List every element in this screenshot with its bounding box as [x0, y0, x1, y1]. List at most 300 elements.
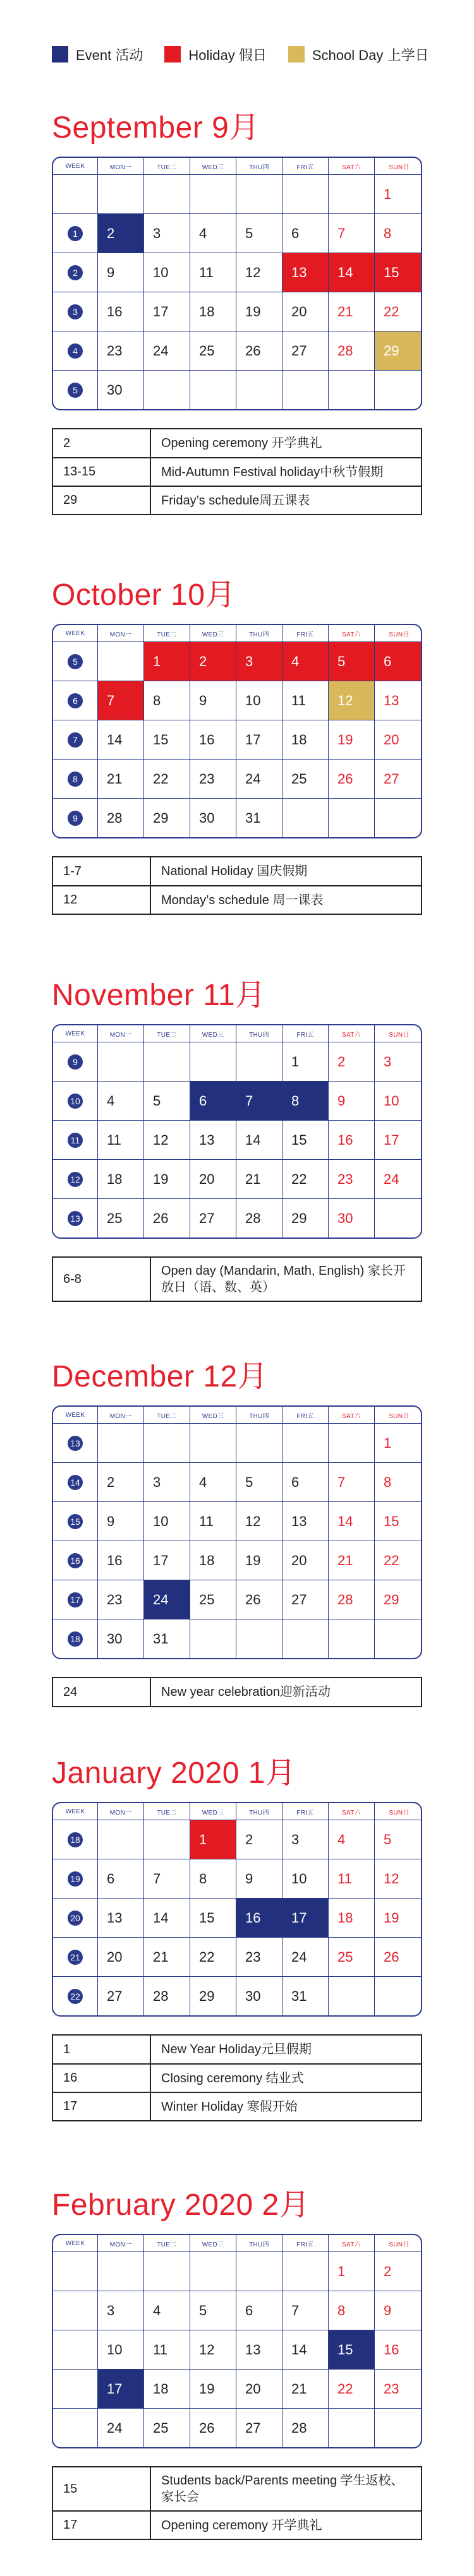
day-cell: 11	[97, 1121, 143, 1159]
day-cell: 20	[97, 1938, 143, 1976]
day-cell: 10	[143, 253, 190, 292]
empty-day-cell	[236, 1042, 282, 1081]
empty-day-cell	[282, 799, 328, 837]
note-date: 17	[53, 2512, 151, 2539]
day-cell: 15	[374, 253, 422, 292]
week-number-cell	[53, 720, 97, 759]
week-number-badge: 19	[68, 1871, 83, 1887]
note-date: 2	[53, 429, 151, 457]
week-number-badge: 6	[68, 693, 83, 708]
month-section	[52, 1355, 422, 1707]
column-header: TUE二	[143, 1803, 190, 1820]
calendar-week-row	[53, 1081, 421, 1120]
legend-item	[52, 45, 143, 64]
week-number-cell	[53, 1502, 97, 1541]
day-cell: 20	[374, 720, 422, 759]
calendar-week-row	[53, 1580, 421, 1619]
column-header: MON一	[97, 2235, 143, 2251]
week-number-badge: 18	[68, 1631, 83, 1647]
day-cell: 6	[282, 214, 328, 253]
day-cell: 16	[97, 1541, 143, 1580]
note-text: Open day (Mandarin, Math, English) 家长开放日（语、数、英）	[161, 1264, 406, 1294]
day-cell: 22	[374, 292, 422, 331]
calendar-week-row	[53, 681, 421, 720]
day-cell: 7	[143, 1859, 190, 1898]
day-cell: 29	[282, 1199, 328, 1237]
week-number-cell	[53, 1899, 97, 1937]
calendar-week-row	[53, 213, 421, 253]
empty-day-cell	[190, 175, 236, 213]
calendar-grid	[52, 2234, 422, 2448]
day-cell: 16	[97, 292, 143, 331]
day-cell: 25	[143, 2409, 190, 2447]
day-cell: 26	[190, 2409, 236, 2447]
week-number-badge: 13	[68, 1211, 83, 1226]
day-cell: 18	[97, 1160, 143, 1198]
day-cell: 25	[97, 1199, 143, 1237]
day-cell: 2	[236, 1820, 282, 1859]
note-row	[53, 857, 421, 885]
day-cell: 16	[328, 1121, 374, 1159]
legend-label: Event 活动	[76, 47, 143, 63]
day-cell: 8	[374, 1463, 422, 1501]
legend-item	[288, 45, 429, 64]
column-header: SUN日	[374, 1803, 422, 1820]
day-cell: 22	[282, 1160, 328, 1198]
day-cell: 4	[282, 642, 328, 681]
day-cell: 19	[328, 720, 374, 759]
week-number-cell	[53, 1160, 97, 1198]
week-number-cell	[53, 1580, 97, 1619]
note-text: Mid-Autumn Festival holiday中秋节假期	[161, 465, 384, 479]
week-number-cell	[53, 2409, 97, 2447]
column-header: WEEK	[65, 1030, 85, 1037]
legend-swatch	[288, 46, 305, 63]
day-cell: 6	[236, 2291, 282, 2330]
day-cell: 16	[236, 1899, 282, 1937]
day-cell: 6	[282, 1463, 328, 1501]
day-cell: 26	[143, 1199, 190, 1237]
column-header: SUN日	[374, 625, 422, 641]
week-number-cell	[53, 331, 97, 370]
note-row	[53, 1678, 421, 1706]
month-section	[52, 1751, 422, 2121]
empty-day-cell	[328, 799, 374, 837]
empty-day-cell	[97, 1424, 143, 1462]
day-cell: 23	[374, 2370, 422, 2408]
empty-day-cell	[97, 1042, 143, 1081]
note-text: Monday’s schedule 周一课表	[161, 893, 324, 907]
day-cell: 23	[236, 1938, 282, 1976]
empty-day-cell	[328, 175, 374, 213]
day-cell: 23	[190, 760, 236, 798]
column-header: FRI五	[282, 158, 328, 174]
note-date: 15	[53, 2467, 151, 2510]
day-cell: 7	[328, 214, 374, 253]
legend-label: Holiday 假日	[188, 47, 267, 63]
day-cell: 25	[282, 760, 328, 798]
notes-table	[52, 2034, 422, 2121]
day-cell: 1	[374, 1424, 422, 1462]
day-cell: 16	[190, 720, 236, 759]
day-cell: 21	[97, 760, 143, 798]
day-cell: 1	[190, 1820, 236, 1859]
day-cell: 21	[236, 1160, 282, 1198]
note-date: 1	[53, 2036, 151, 2063]
calendar-week-row	[53, 1423, 421, 1462]
day-cell: 18	[190, 1541, 236, 1580]
empty-day-cell	[236, 371, 282, 409]
calendar-week-row	[53, 1541, 421, 1580]
column-header: FRI五	[282, 1407, 328, 1423]
calendar-grid	[52, 624, 422, 838]
week-number-badge: 21	[68, 1950, 83, 1965]
month-section	[52, 106, 422, 515]
week-number-badge: 10	[68, 1094, 83, 1109]
calendar-header-row	[53, 158, 421, 174]
day-cell: 27	[236, 2409, 282, 2447]
day-cell: 9	[97, 1502, 143, 1541]
day-cell: 6	[97, 1859, 143, 1898]
empty-day-cell	[328, 1619, 374, 1658]
day-cell: 8	[328, 2291, 374, 2330]
week-number-badge: 11	[68, 1133, 83, 1148]
day-cell: 9	[97, 253, 143, 292]
month-title: December 12月	[52, 1360, 269, 1393]
week-number-cell	[53, 799, 97, 837]
note-date: 1-7	[53, 857, 151, 885]
week-number-badge: 16	[68, 1553, 83, 1568]
column-header: THU四	[236, 1025, 282, 1042]
day-cell: 11	[282, 681, 328, 720]
day-cell: 19	[143, 1160, 190, 1198]
day-cell: 25	[190, 1580, 236, 1619]
column-header: THU四	[236, 2235, 282, 2251]
week-number-cell	[53, 1199, 97, 1237]
note-text: New year celebration迎新活动	[161, 1685, 331, 1699]
week-number-badge: 5	[68, 383, 83, 398]
empty-day-cell	[374, 1619, 422, 1658]
note-row	[53, 885, 421, 914]
empty-day-cell	[190, 371, 236, 409]
week-number-cell	[53, 2370, 97, 2408]
empty-day-cell	[143, 371, 190, 409]
note-row	[53, 2063, 421, 2092]
column-header: WEEK	[65, 162, 85, 170]
calendar-header-row	[53, 1025, 421, 1042]
week-number-badge: 8	[68, 772, 83, 787]
day-cell: 4	[97, 1082, 143, 1120]
day-cell: 28	[236, 1199, 282, 1237]
day-cell: 24	[374, 1160, 422, 1198]
day-cell: 22	[374, 1541, 422, 1580]
week-number-cell	[53, 214, 97, 253]
day-cell: 2	[97, 1463, 143, 1501]
week-number-badge: 20	[68, 1911, 83, 1926]
week-number-cell	[53, 1424, 97, 1462]
day-cell: 17	[374, 1121, 422, 1159]
day-cell: 16	[374, 2330, 422, 2369]
column-header: WED三	[190, 158, 236, 174]
note-row	[53, 1258, 421, 1301]
day-cell: 7	[97, 681, 143, 720]
week-number-cell	[53, 371, 97, 409]
notes-table	[52, 2466, 422, 2540]
day-cell: 14	[282, 2330, 328, 2369]
empty-day-cell	[190, 1042, 236, 1081]
note-text: Opening ceremony 开学典礼	[161, 2518, 322, 2532]
note-date: 24	[53, 1678, 151, 1706]
day-cell: 1	[328, 2252, 374, 2291]
week-number-badge: 14	[68, 1475, 83, 1490]
day-cell: 19	[374, 1899, 422, 1937]
empty-day-cell	[374, 1977, 422, 2015]
day-cell: 24	[97, 2409, 143, 2447]
empty-day-cell	[236, 1619, 282, 1658]
day-cell: 14	[328, 1502, 374, 1541]
day-cell: 30	[97, 371, 143, 409]
week-number-cell	[53, 1082, 97, 1120]
calendar-week-row	[53, 1042, 421, 1081]
column-header: TUE二	[143, 1407, 190, 1423]
column-header: WED三	[190, 1025, 236, 1042]
day-cell: 2	[190, 642, 236, 681]
column-header: SUN日	[374, 1025, 422, 1042]
calendar-grid	[52, 1024, 422, 1239]
empty-day-cell	[374, 2409, 422, 2447]
calendar-header-row	[53, 625, 421, 641]
week-number-badge: 22	[68, 1989, 83, 2004]
calendar-week-row	[53, 1159, 421, 1198]
day-cell: 3	[236, 642, 282, 681]
empty-day-cell	[236, 175, 282, 213]
day-cell: 18	[143, 2370, 190, 2408]
day-cell: 17	[97, 2370, 143, 2408]
legend-label: School Day 上学日	[312, 47, 429, 63]
week-number-badge: 4	[68, 343, 83, 359]
day-cell: 19	[236, 292, 282, 331]
empty-day-cell	[374, 371, 422, 409]
column-header: TUE二	[143, 1025, 190, 1042]
day-cell: 28	[97, 799, 143, 837]
column-header: WEEK	[65, 629, 85, 637]
day-cell: 4	[190, 214, 236, 253]
day-cell: 27	[374, 760, 422, 798]
column-header: THU四	[236, 1407, 282, 1423]
calendar-week-row	[53, 1820, 421, 1859]
day-cell: 22	[143, 760, 190, 798]
day-cell: 11	[190, 253, 236, 292]
day-cell: 19	[190, 2370, 236, 2408]
day-cell: 27	[282, 331, 328, 370]
week-number-badge: 13	[68, 1436, 83, 1451]
day-cell: 14	[328, 253, 374, 292]
column-header: WEEK	[65, 2239, 85, 2247]
day-cell: 3	[143, 1463, 190, 1501]
empty-day-cell	[143, 1042, 190, 1081]
week-number-cell	[53, 1619, 97, 1658]
day-cell: 6	[190, 1082, 236, 1120]
calendar-week-row	[53, 331, 421, 370]
calendar-week-row	[53, 370, 421, 409]
day-cell: 11	[190, 1502, 236, 1541]
day-cell: 20	[282, 1541, 328, 1580]
note-date: 16	[53, 2065, 151, 2092]
column-header: TUE二	[143, 625, 190, 641]
week-number-badge: 17	[68, 1592, 83, 1607]
day-cell: 17	[143, 292, 190, 331]
week-number-cell	[53, 1541, 97, 1580]
day-cell: 29	[143, 799, 190, 837]
day-cell: 12	[328, 681, 374, 720]
day-cell: 26	[236, 1580, 282, 1619]
day-cell: 15	[143, 720, 190, 759]
day-cell: 9	[328, 1082, 374, 1120]
week-number-badge: 7	[68, 732, 83, 748]
note-row	[53, 486, 421, 514]
day-cell: 21	[282, 2370, 328, 2408]
day-cell: 26	[374, 1938, 422, 1976]
calendar-week-row	[53, 1619, 421, 1658]
day-cell: 22	[190, 1938, 236, 1976]
week-number-badge: 5	[68, 654, 83, 669]
calendar-header-row	[53, 1407, 421, 1423]
note-text: New Year Holiday元旦假期	[161, 2042, 312, 2056]
day-cell: 30	[328, 1199, 374, 1237]
calendar-header-row	[53, 2235, 421, 2251]
calendar-week-row	[53, 292, 421, 331]
week-number-badge: 18	[68, 1832, 83, 1847]
column-header: WED三	[190, 2235, 236, 2251]
week-number-badge: 9	[68, 1054, 83, 1070]
calendar-week-row	[53, 2330, 421, 2369]
empty-day-cell	[328, 2409, 374, 2447]
empty-day-cell	[97, 175, 143, 213]
empty-day-cell	[282, 1619, 328, 1658]
note-text: Friday’s schedule周五课表	[161, 493, 310, 508]
month-title: November 11月	[52, 979, 266, 1012]
calendar-week-row	[53, 1501, 421, 1541]
day-cell: 14	[236, 1121, 282, 1159]
week-number-cell	[53, 2291, 97, 2330]
note-date: 6-8	[53, 1258, 151, 1301]
day-cell: 23	[328, 1160, 374, 1198]
day-cell: 13	[190, 1121, 236, 1159]
week-number-cell	[53, 760, 97, 798]
empty-day-cell	[190, 1424, 236, 1462]
calendar-week-row	[53, 1898, 421, 1937]
day-cell: 9	[190, 681, 236, 720]
calendar-week-row	[53, 641, 421, 681]
note-row	[53, 2092, 421, 2120]
calendar-week-row	[53, 759, 421, 798]
day-cell: 28	[328, 1580, 374, 1619]
calendar-week-row	[53, 174, 421, 213]
day-cell: 29	[374, 1580, 422, 1619]
day-cell: 30	[236, 1977, 282, 2015]
empty-day-cell	[97, 1820, 143, 1859]
week-number-cell	[53, 2252, 97, 2291]
day-cell: 4	[143, 2291, 190, 2330]
column-header: WEEK	[65, 1411, 85, 1419]
month-title: February 2020 2月	[52, 2188, 310, 2222]
note-row	[53, 2510, 421, 2539]
legend-swatch	[164, 46, 181, 63]
day-cell: 18	[190, 292, 236, 331]
column-header: SAT六	[328, 625, 374, 641]
calendar-week-row	[53, 2251, 421, 2291]
day-cell: 15	[282, 1121, 328, 1159]
day-cell: 23	[97, 1580, 143, 1619]
day-cell: 30	[190, 799, 236, 837]
day-cell: 5	[374, 1820, 422, 1859]
note-date: 17	[53, 2093, 151, 2120]
note-text: Students back/Parents meeting 学生返校、家长会	[161, 2474, 404, 2504]
note-text: Closing ceremony 结业式	[161, 2071, 304, 2085]
day-cell: 30	[97, 1619, 143, 1658]
day-cell: 5	[143, 1082, 190, 1120]
week-number-cell	[53, 1977, 97, 2015]
week-number-cell	[53, 1121, 97, 1159]
month-section	[52, 2183, 422, 2540]
day-cell: 9	[374, 2291, 422, 2330]
column-header: MON一	[97, 625, 143, 641]
week-number-cell	[53, 292, 97, 331]
calendar-week-row	[53, 253, 421, 292]
week-number-cell	[53, 1938, 97, 1976]
column-header: FRI五	[282, 2235, 328, 2251]
day-cell: 5	[190, 2291, 236, 2330]
day-cell: 20	[236, 2370, 282, 2408]
note-text: Opening ceremony 开学典礼	[161, 436, 322, 450]
week-number-cell	[53, 642, 97, 681]
note-text: Winter Holiday 寒假开始	[161, 2099, 298, 2114]
week-number-cell	[53, 1820, 97, 1859]
column-header: TUE二	[143, 158, 190, 174]
empty-day-cell	[374, 1199, 422, 1237]
day-cell: 13	[282, 1502, 328, 1541]
day-cell: 24	[143, 331, 190, 370]
day-cell: 4	[190, 1463, 236, 1501]
day-cell: 12	[143, 1121, 190, 1159]
column-header: FRI五	[282, 1803, 328, 1820]
empty-day-cell	[190, 2252, 236, 2291]
day-cell: 14	[97, 720, 143, 759]
day-cell: 12	[236, 253, 282, 292]
note-date: 12	[53, 886, 151, 914]
column-header: SUN日	[374, 158, 422, 174]
day-cell: 4	[328, 1820, 374, 1859]
day-cell: 25	[328, 1938, 374, 1976]
column-header: WED三	[190, 1407, 236, 1423]
column-header: FRI五	[282, 625, 328, 641]
day-cell: 31	[236, 799, 282, 837]
day-cell: 5	[236, 1463, 282, 1501]
notes-table	[52, 856, 422, 915]
column-header: SAT六	[328, 158, 374, 174]
day-cell: 25	[190, 331, 236, 370]
calendar-grid	[52, 1802, 422, 2017]
day-cell: 13	[97, 1899, 143, 1937]
day-cell: 15	[374, 1502, 422, 1541]
week-number-badge: 9	[68, 811, 83, 826]
day-cell: 8	[282, 1082, 328, 1120]
day-cell: 21	[328, 1541, 374, 1580]
column-header: SAT六	[328, 2235, 374, 2251]
empty-day-cell	[190, 1619, 236, 1658]
day-cell: 26	[328, 760, 374, 798]
empty-day-cell	[328, 1424, 374, 1462]
